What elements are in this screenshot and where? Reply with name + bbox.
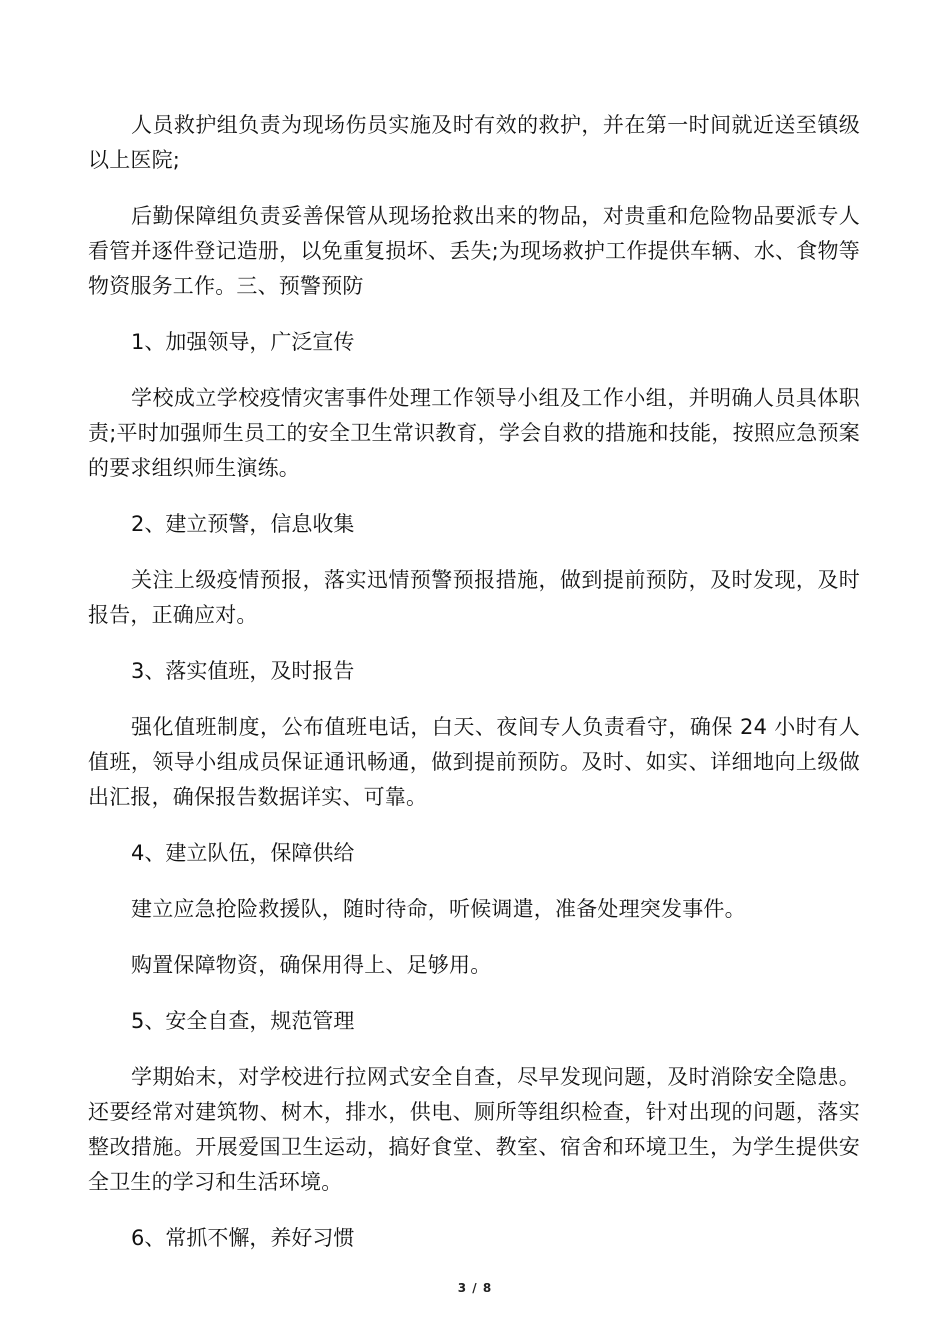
section-heading-2: 2、建立预警，信息收集 xyxy=(131,512,355,536)
paragraph-supplies: 购置保障物资，确保用得上、足够用。 xyxy=(131,953,492,977)
paragraph-leadership: 学校成立学校疫情灾害事件处理工作领导小组及工作小组，并明确人员具体职责;平时加强师生员工的安全卫生常识教育，学会自救的措施和技能，按照应急预案的要求组织师生演练。 xyxy=(88,386,860,480)
paragraph-rescue-group: 人员救护组负责为现场伤员实施及时有效的救护，并在第一时间就近送至镇级以上医院; xyxy=(88,113,860,172)
section-heading-1: 1、加强领导，广泛宣传 xyxy=(131,330,355,354)
section-heading-4: 4、建立队伍，保障供给 xyxy=(131,841,355,865)
paragraph-logistics-group: 后勤保障组负责妥善保管从现场抢救出来的物品，对贵重和危险物品要派专人看管并逐件登记造册，以免重复损坏、丢失;为现场救护工作提供车辆、水、食物等物资服务工作。三、预警预防 xyxy=(88,204,860,298)
paragraph-warning: 关注上级疫情预报，落实迅情预警预报措施，做到提前预防，及时发现，及时报告，正确应对。 xyxy=(88,568,860,627)
section-heading-3: 3、落实值班，及时报告 xyxy=(131,659,355,683)
document-body xyxy=(88,108,860,1277)
page-number: 3 / 8 xyxy=(457,1281,493,1295)
section-heading-5: 5、安全自查，规范管理 xyxy=(131,1009,355,1033)
paragraph-rescue-team: 建立应急抢险救援队，随时待命，听候调遣，准备处理突发事件。 xyxy=(131,897,746,921)
paragraph-duty: 强化值班制度，公布值班电话，白天、夜间专人负责看守，确保 24 小时有人值班，领导小组成员保证通讯畅通，做到提前预防。及时、如实、详细地向上级做出汇报，确保报告数据详实、可靠。 xyxy=(88,715,860,809)
section-heading-6: 6、常抓不懈，养好习惯 xyxy=(131,1226,355,1250)
paragraph-self-inspection: 学期始末，对学校进行拉网式安全自查，尽早发现问题，及时消除安全隐患。还要经常对建筑物、树木，排水，供电、厕所等组织检查，针对出现的问题，落实整改措施。开展爱国卫生运动，搞好食堂、教室、宿舍和环境卫生，为学生提供安全卫生的学习和生活环境。 xyxy=(88,1065,860,1194)
